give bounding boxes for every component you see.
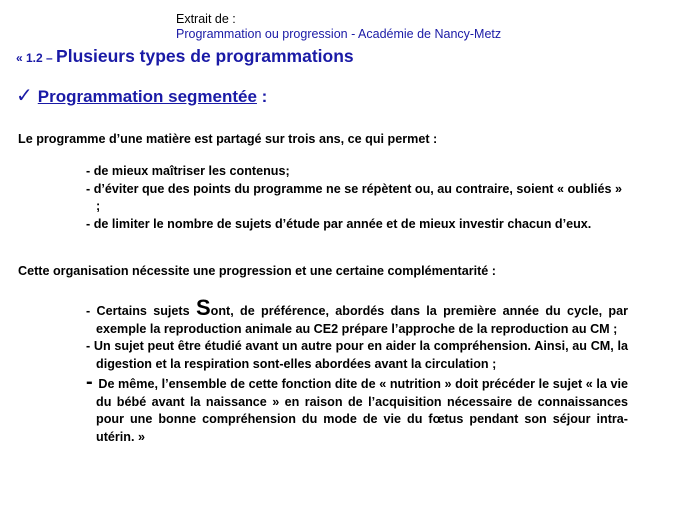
checkmark-icon: ✓ <box>16 85 33 107</box>
list-item <box>86 371 629 446</box>
list-item <box>86 338 628 373</box>
list-item: - d’éviter que des points du programme ne se répètent ou, au contraire, soient « oubliés » ; <box>86 181 623 213</box>
source-citation <box>176 12 501 42</box>
section-number: « 1.2 – <box>16 51 57 65</box>
list-bullet: - <box>86 339 94 353</box>
source-title: Programmation ou progression - Académie de Nancy-Metz <box>176 27 502 41</box>
source-label: Extrait de : <box>176 12 236 26</box>
section-heading <box>16 46 354 67</box>
item-text: De même, l’ensemble de cette fonction dite de « nutrition » doit précéder le sujet « la vie du bébé avant la naissance » en raison de l’acquisition nécessaire de connaissances pour une bonne compréhension du mode de vie du fœtus pendant son séjour intra-utérin. » <box>96 377 629 444</box>
subsection-title: Programmation segmentée <box>37 87 257 106</box>
list-item <box>86 295 628 338</box>
item-text: Un sujet peut être étudié avant un autre pour en aider la compréhension. Ainsi, au CM, la digestion et la respiration sont-elles abordées avant la circulation ; <box>93 339 628 371</box>
item-text-end: ont, de préférence, abordés dans la première année du cycle, par exemple la reproduction animale au CE2 prépare l’approche de la reproduction au CM ; <box>96 304 628 336</box>
list-bullet: - <box>86 371 99 393</box>
subsection-suffix: : <box>256 87 268 106</box>
section-title: Plusieurs types de programmations <box>56 46 354 66</box>
item-text-start: Certains sujets <box>96 304 196 318</box>
list-bullet: - <box>86 304 97 318</box>
list-item: - de mieux maîtriser les contenus; <box>86 164 290 178</box>
enlarged-letter: S <box>195 295 211 320</box>
requirement-paragraph: Cette organisation nécessite une progression et une certaine complémentarité : <box>18 264 496 278</box>
subsection-heading <box>16 83 267 108</box>
benefits-list <box>86 163 628 233</box>
examples-list <box>86 295 629 446</box>
intro-paragraph: Le programme d’une matière est partagé sur trois ans, ce qui permet : <box>18 132 438 146</box>
list-item: - de limiter le nombre de sujets d’étude par année et de mieux investir chacun d’eux. <box>86 216 592 231</box>
